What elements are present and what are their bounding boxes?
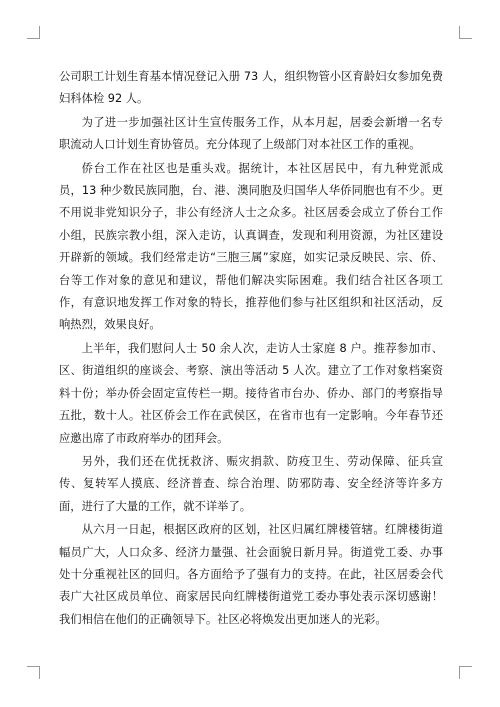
crop-mark-bottom-right bbox=[459, 666, 472, 679]
paragraph-5: 另外，我们还在优抚救济、赈灾捐款、防疫卫生、劳动保障、征兵宣传、复转军人摸底、经济普查、综合治理、防邪防毒、安全经济等许多方面，进行了大量的工作，就不详举了。 bbox=[59, 454, 443, 513]
document-body bbox=[59, 66, 443, 632]
crop-mark-top-left bbox=[27, 26, 40, 39]
paragraph-2: 为了进一步加强社区计生宣传服务工作，从本月起，居委会新增一名专职流动人口计划生育协管员。充分体现了上级部门对本社区工作的重视。 bbox=[59, 115, 443, 152]
paragraph-4: 上半年，我们慰问人士 50 余人次，走访人士家庭 8 户。推荐参加市、区、街道组织的座谈会、考察、演出等活动 5 人次。建立了工作对象档案资料十份；举办侨会固定宣传栏一期。接待省市台办、侨办、部门的考察指导五批，数十人。社区侨会工作在武侯区，在省市也有一定影响。今年春节还应邀出席了市政府举办的团拜会。 bbox=[59, 341, 443, 445]
crop-mark-top-right bbox=[459, 26, 472, 39]
crop-mark-bottom-left bbox=[27, 666, 40, 679]
paragraph-1: 公司职工计划生育基本情况登记入册 73 人，组织物管小区育龄妇女参加免费妇科体检 92 人。 bbox=[59, 70, 443, 106]
paragraph-6: 从六月一日起，根据区政府的区划，社区归属红牌楼管辖。红牌楼街道幅员广大，人口众多、经济力量强、社会面貌日新月异。街道党工委、办事处十分重视社区的回归。各方面给予了强有力的支持。在此，社区居委会代表广大社区成员单位、商家居民向红牌楼街道党工委办事处表示深切感谢！我们相信在他们的正确领导下。社区必将焕发出更加迷人的光彩。 bbox=[59, 523, 443, 626]
paragraph-3: 侨台工作在社区也是重头戏。据统计，本社区居民中，有九种党派成员，13 种少数民族同胞，台、港、澳同胞及归国华人华侨同胞也有不少。更不用说非党知识分子，非公有经济人士之众多。社区居委会成立了侨台工作小组，民族宗教小组，深入走访，认真调查，发现和利用资源，为社区建设开辟新的领域。我们经常走访“三胞三属”家庭，如实记录反映民、宗、侨、台等工作对象的意见和建议，帮他们解决实际困难。我们结合社区各项工作，有意识地发挥工作对象的特长，推荐他们参与社区组织和社区活动，反响热烈，效果良好。 bbox=[59, 161, 443, 332]
